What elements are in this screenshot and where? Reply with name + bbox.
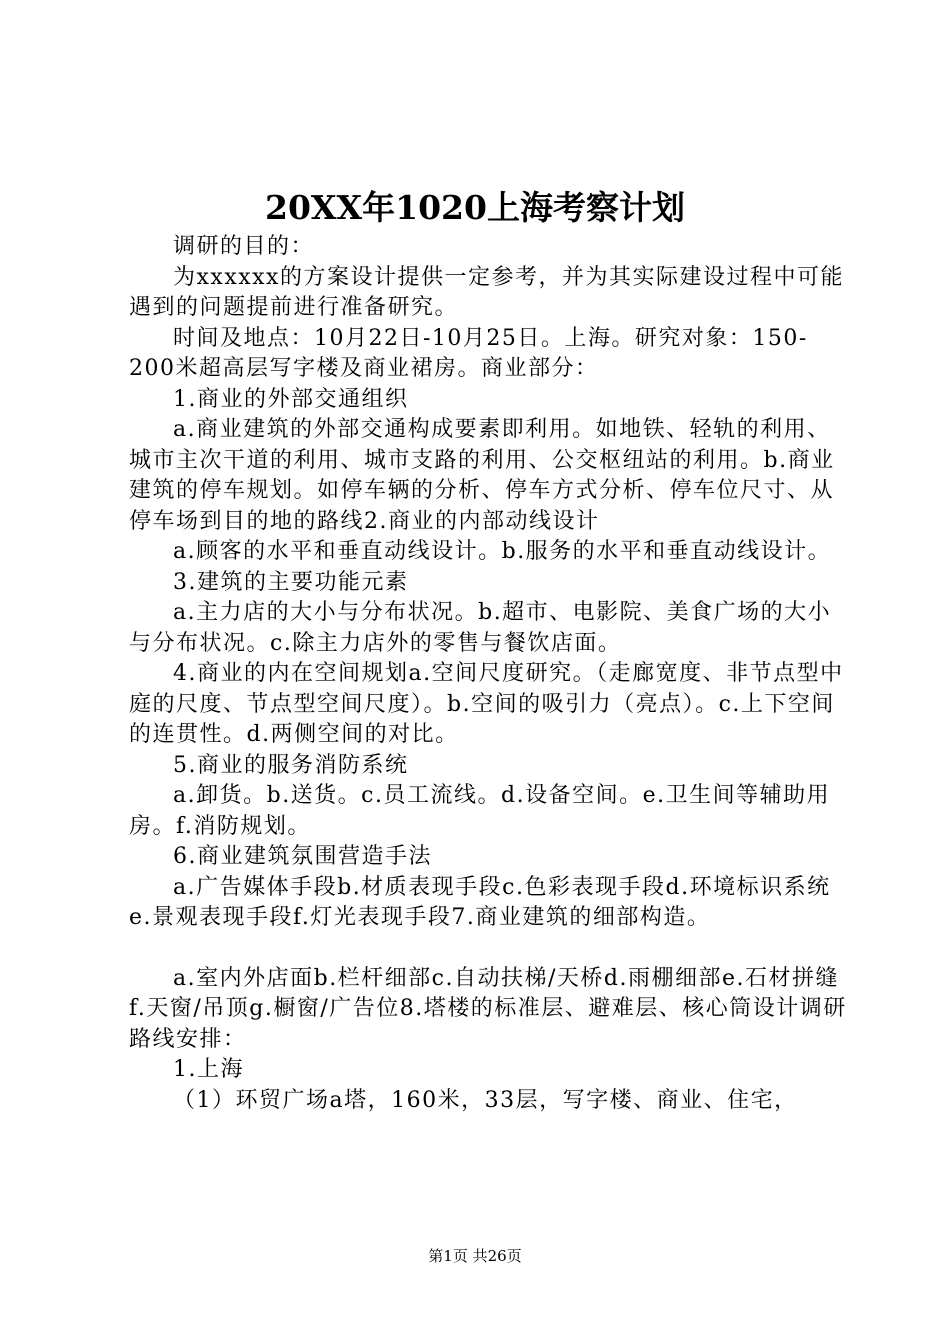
- paragraph: a.室内外店面b.栏杆细部c.自动扶梯/天桥d.雨棚细部e.石材拼缝f.天窗/吊顶g.橱窗/广告位8.塔楼的标准层、避难层、核心筒设计调研路线安排：: [129, 965, 847, 1052]
- page-number-footer: 第1页 共26页: [428, 1247, 522, 1265]
- paragraph: a.主力店的大小与分布状况。b.超市、电影院、美食广场的大小与分布状况。c.除主力店外的零售与餐饮店面。: [129, 600, 832, 656]
- paragraph: 4.商业的内在空间规划a.空间尺度研究。（走廊宽度、非节点型中庭的尺度、节点型空间尺度）。b.空间的吸引力（亮点）。c.上下空间的连贯性。d.两侧空间的对比。: [129, 661, 844, 747]
- paragraph: 3.建筑的主要功能元素: [173, 569, 409, 595]
- paragraph: 6.商业建筑氛围营造手法: [173, 844, 432, 869]
- paragraph: a.顾客的水平和垂直动线设计。b.服务的水平和垂直动线设计。: [173, 539, 832, 564]
- paragraph: （1）环贸广场a塔，160米，33层，写字楼、商业、住宅，: [173, 1087, 798, 1113]
- paragraph: 为xxxxxx的方案设计提供一定参考，并为其实际建设过程中可能遇到的问题提前进行准备研究。: [129, 264, 844, 320]
- paragraph: a.卸货。b.送货。c.员工流线。d.设备空间。e.卫生间等辅助用房。f.消防规划。: [129, 783, 831, 839]
- paragraph: a.商业建筑的外部交通构成要素即利用。如地铁、轻轨的利用、城市主次干道的利用、城市支路的利用、公交枢纽站的利用。b.商业建筑的停车规划。如停车辆的分析、停车方式分析、停车位尺寸、从停车场到目的地的路线2.商业的内部动线设计: [129, 417, 835, 534]
- blank-line: [129, 934, 849, 964]
- document-title: 20XX年1020上海考察计划: [265, 188, 685, 227]
- paragraph: 1.上海: [173, 1057, 244, 1082]
- paragraph: 调研的目的：: [173, 234, 315, 259]
- document-body: [129, 232, 849, 1116]
- paragraph: a.广告媒体手段b.材质表现手段c.色彩表现手段d.环境标识系统e.景观表现手段f.灯光表现手段7.商业建筑的细部构造。: [129, 874, 831, 930]
- paragraph: 时间及地点：10月22日-10月25日。上海。研究对象：150-200米超高层写字楼及商业裙房。商业部分：: [129, 325, 808, 381]
- paragraph: 1.商业的外部交通组织: [173, 386, 409, 412]
- paragraph: 5.商业的服务消防系统: [173, 752, 409, 778]
